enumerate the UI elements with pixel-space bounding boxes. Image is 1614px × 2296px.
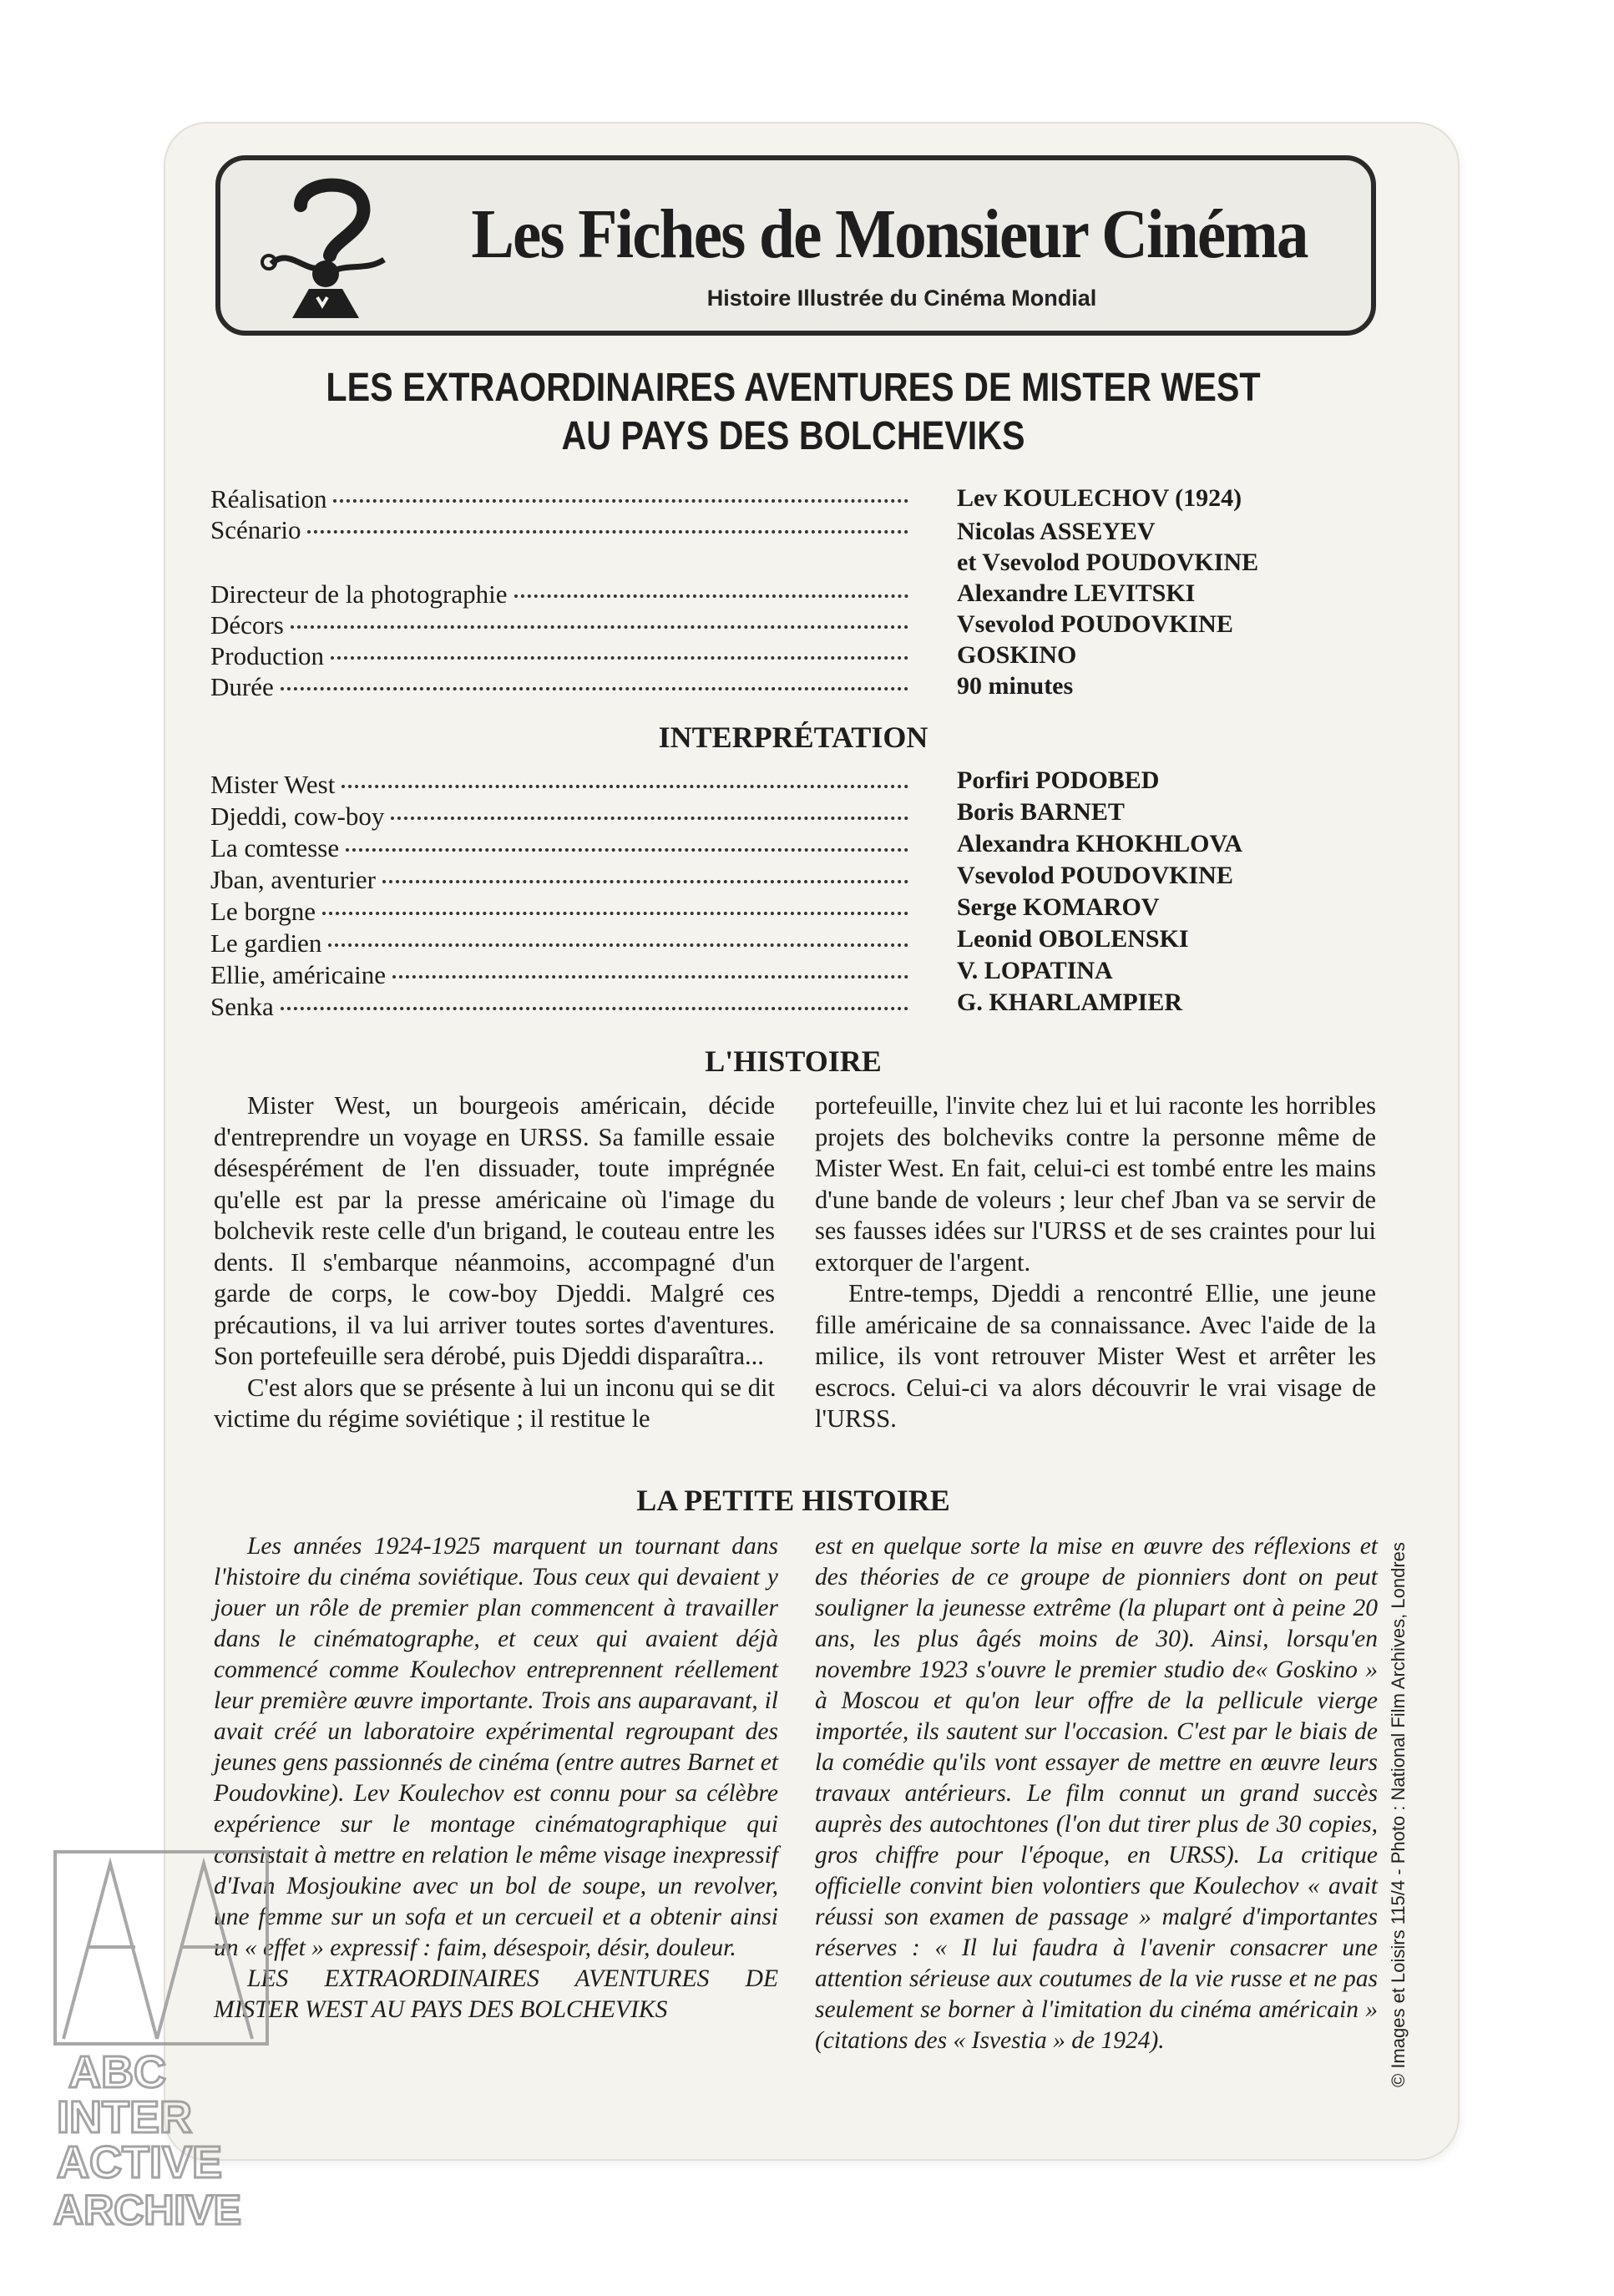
series-title: Les Fiches de Monsieur Cinéma bbox=[471, 195, 1308, 273]
monsieur-cinema-logo-icon bbox=[250, 172, 401, 331]
cast-actor: Boris BARNET bbox=[957, 798, 1125, 826]
watermark-line-abc: ABC bbox=[68, 2047, 166, 2097]
series-subtitle: Histoire Illustrée du Cinéma Mondial bbox=[706, 286, 1097, 311]
credit-row bbox=[210, 579, 1396, 611]
credit-label: Scénario bbox=[210, 515, 301, 544]
petite-histoire-paragraph: est en quelque sorte la mise en œuvre des réflexions et des théories de ce groupe de pionniers dont on peut souligner la jeunesse extrême (la plupart ont à peine 20 ans, les plus âgés moins de 30). Ainsi, lorsqu'en novembre 1923 s'ouvre le premier studio de« Goskino » à Moscou et qu'on leur offre de la pellicule vierge importée, ils sautent sur l'occasion. C'est par le biais de la comédie qu'ils vont essayer de mettre en œuvre leurs travaux antérieurs. Le film connut un grand succès auprès des autochtones (l'on dut tirer plus de 30 copies, gros chiffre pour l'époque, en URSS). La critique officielle convint bien volontiers que Koulechov « avait réussi son examen de passage » malgré d'importantes réserves : « Il lui faudra à l'avenir consacrer une attention sérieuse aux coutumes de la vie russe et ne pas seulement se borner à l'imitation du cinéma américain » (citations des « Isvestia » de 1924). bbox=[815, 1533, 1378, 2054]
credit-row bbox=[210, 515, 1396, 547]
credit-value: 90 minutes bbox=[957, 672, 1074, 700]
credit-value: Lev KOULECHOV (1924) bbox=[957, 484, 1242, 512]
cast-actor: Porfiri PODOBED bbox=[957, 766, 1160, 794]
cast-role: Djeddi, cow-boy bbox=[210, 802, 385, 831]
petite-histoire-heading: LA PETITE HISTOIRE bbox=[636, 1484, 950, 1517]
cast-actor: Vsevolod POUDOVKINE bbox=[957, 862, 1233, 889]
cast-row bbox=[210, 798, 1396, 833]
cast-role: Le borgne bbox=[210, 897, 316, 926]
interpretation-heading: INTERPRÉTATION bbox=[658, 721, 928, 754]
film-title-line-2: AU PAYS DES BOLCHEVIKS bbox=[561, 414, 1025, 458]
cast-role: Ellie, américaine bbox=[210, 960, 386, 989]
cast-row bbox=[210, 957, 1396, 992]
credit-value: Vsevolod POUDOVKINE bbox=[957, 610, 1233, 638]
abc-interactive-archive-watermark bbox=[52, 1847, 271, 2241]
histoire-column-right bbox=[815, 1090, 1376, 1435]
cast-row bbox=[210, 925, 1396, 960]
histoire-paragraph: Entre-temps, Djeddi a rencontré Ellie, une jeune fille américaine de sa connaissance. Avec l'aide de la milice, ils vont retrouver Mister West et arrêter les escrocs. Celui-ci va alors découvrir le vrai visage de l'URSS. bbox=[815, 1279, 1376, 1433]
watermark-line-inter: INTER bbox=[57, 2092, 192, 2142]
watermark-line-active: ACTIVE bbox=[57, 2137, 223, 2187]
watermark-line-archive: ARCHIVE bbox=[53, 2187, 242, 2233]
petite-histoire-column-left bbox=[214, 1531, 778, 2025]
credit-label: Décors bbox=[210, 610, 284, 640]
credit-value: Nicolas ASSEYEV bbox=[957, 518, 1156, 545]
cast-actor: Leonid OBOLENSKI bbox=[957, 925, 1189, 953]
credit-label: Durée bbox=[210, 672, 274, 701]
copyright-credit: © Images et Loisirs 115/4 - Photo : National Film Archives, Londres bbox=[1388, 1542, 1409, 2087]
credit-row bbox=[210, 484, 1396, 516]
credit-row bbox=[210, 610, 1396, 642]
cast-role: La comtesse bbox=[210, 833, 340, 862]
credit-label: Directeur de la photographie bbox=[210, 579, 508, 609]
cast-row bbox=[210, 862, 1396, 897]
histoire-heading: L'HISTOIRE bbox=[705, 1044, 882, 1078]
cast-row bbox=[210, 893, 1396, 928]
cast-role: Mister West bbox=[210, 770, 336, 799]
cast-actor: Alexandra KHOKHLOVA bbox=[957, 830, 1242, 857]
credit-label: Production bbox=[210, 641, 325, 670]
cast-row bbox=[210, 989, 1396, 1024]
credit-value: GOSKINO bbox=[957, 641, 1077, 669]
credit-row bbox=[210, 672, 1396, 704]
cast-actor: V. LOPATINA bbox=[957, 957, 1113, 984]
cast-actor: Serge KOMAROV bbox=[957, 893, 1160, 921]
film-title bbox=[291, 364, 1296, 461]
credit-row bbox=[210, 641, 1396, 673]
histoire-column-left bbox=[214, 1090, 775, 1435]
histoire-paragraph: portefeuille, l'invite chez lui et lui raconte les horribles projets des bolcheviks contre la personne même de Mister West. En fait, celui-ci est tombé entre les mains d'une bande de voleurs ; leur chef Jban va se servir de ses fausses idées sur l'URSS et de ses craintes pour lui extorquer de l'argent. bbox=[815, 1091, 1376, 1277]
petite-histoire-paragraph: Les années 1924-1925 marquent un tournant dans l'histoire du cinéma soviétique. Tous ceux qui devaient y jouer un rôle de premier plan commencent à travailler dans le cinématographe, et ceux qui avaient déjà commencé comme Koulechov entreprennent réellement leur première œuvre importante. Trois ans auparavant, il avait créé un laboratoire expérimental regroupant des jeunes gens passionnés de cinéma (entre autres Barnet et Poudovkine). Lev Koulechov est connu pour sa célèbre expérience sur le montage cinématographique qui consistait à mettre en relation le même visage inexpressif d'Ivan Mosjoukine avec un bol de soupe, un revolver, une femme sur un sofa et un cercueil et a obtenir ainsi un « effet » expressif : faim, désespoir, désir, douleur. bbox=[214, 1533, 778, 1961]
credit-row-continued bbox=[210, 549, 1396, 580]
cast-row bbox=[210, 766, 1396, 802]
credit-value: et Vsevolod POUDOVKINE bbox=[957, 549, 1259, 576]
histoire-paragraph: Mister West, un bourgeois américain, décide d'entreprendre un voyage en URSS. Sa famille essaie désespérément de l'en dissuader, toute imprégnée qu'elle est par la presse américaine où l'image du bolchevik reste celle d'un brigand, le couteau entre les dents. Il s'embarque néanmoins, accompagné d'un garde de corps, le cow-boy Djeddi. Malgré ces précautions, il va lui arriver toutes sortes d'aventures. Son portefeuille sera dérobé, puis Djeddi disparaîtra... bbox=[214, 1091, 775, 1370]
cast-role: Le gardien bbox=[210, 928, 322, 958]
cast-actor: G. KHARLAMPIER bbox=[957, 989, 1182, 1016]
petite-histoire-column-right bbox=[815, 1531, 1378, 2056]
cast-row bbox=[210, 830, 1396, 865]
histoire-paragraph: C'est alors que se présente à lui un inconu qui se dit victime du régime soviétique ; il restitue le bbox=[214, 1373, 775, 1433]
credit-label: Réalisation bbox=[210, 484, 327, 513]
credit-value: Alexandre LEVITSKI bbox=[957, 579, 1196, 607]
cast-role: Jban, aventurier bbox=[210, 865, 376, 894]
film-title-line-1: LES EXTRAORDINAIRES AVENTURES DE MISTER WEST bbox=[326, 366, 1261, 410]
cast-role: Senka bbox=[210, 992, 274, 1021]
petite-histoire-film-title: LES EXTRAORDINAIRES AVENTURES DE MISTER WEST AU PAYS DES BOLCHEVIKS bbox=[214, 1965, 778, 2023]
